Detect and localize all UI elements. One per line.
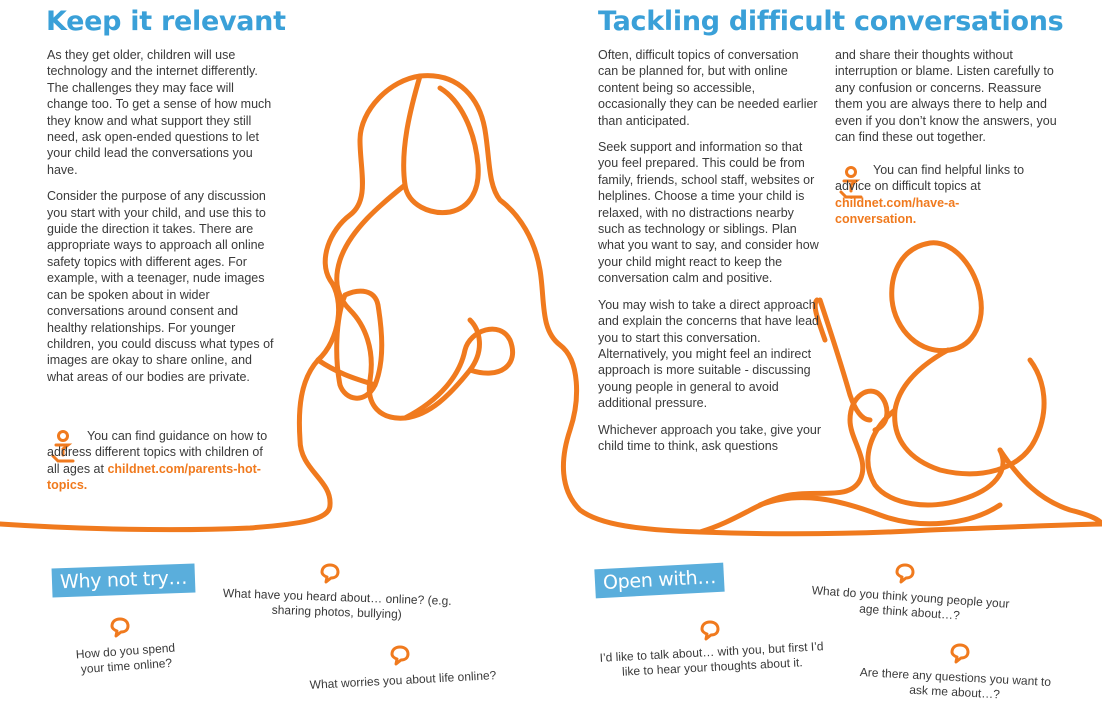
left-paragraph-1: As they get older, children will use technology and the internet differently. The challenges they may face will change too. To get a sense of how much they know and what support they still need, ask open-ended questions to let your child lead the conversations you have. bbox=[47, 48, 272, 177]
right-paragraph-5: and share their thoughts without interruption or blame. Listen carefully to any confusion or concerns. Reassure them you are always there to help and even if you don’t know the answers, you can find these out together. bbox=[835, 48, 1057, 145]
right-paragraph-1: Often, difficult topics of conversation can be planned for, but with online content being so accessible, occasionally they can be needed earlier than anticipated. bbox=[598, 48, 818, 128]
right-paragraph-3: You may wish to take a direct approach and explain the concerns that have lead you to start this conversation. Alternatively, you might feel an indirect approach is more suitable - discussing young people in general to avoid additional pressure. bbox=[598, 297, 819, 411]
why-question-1: How do you spend your time online? bbox=[75, 640, 176, 677]
why-question-3: What worries you about life online? bbox=[309, 668, 497, 692]
left-paragraph-2: Consider the purpose of any discussion you start with your child, and use this to guide the direction it takes. There are appropriate ways to approach all online safety topics with different ages. For example, with a teenager, nude images can be spoken about in wider conversations around consent and healthy relationships. For younger children, you could discuss what types of images are okay to share online, and what areas of our bodies are private. bbox=[47, 189, 274, 384]
left-tip-text: You can find guidance on how to address different topics with children of all ages at bbox=[47, 429, 268, 476]
speech-bubble-icon bbox=[318, 562, 342, 586]
speech-bubble-icon bbox=[948, 642, 972, 666]
speech-bubble-icon bbox=[893, 562, 917, 586]
speech-bubble-icon bbox=[108, 616, 132, 640]
right-tip-text: You can find helpful links to advice on difficult topics at bbox=[835, 163, 1025, 194]
speech-bubble-icon bbox=[388, 644, 412, 668]
page-title-tackling: Tackling difficult conversations bbox=[598, 6, 1064, 37]
left-body bbox=[47, 47, 275, 395]
speech-bubble-icon bbox=[698, 619, 722, 643]
right-tip bbox=[835, 162, 1035, 228]
why-not-try-label: Why not try… bbox=[52, 564, 196, 598]
open-question-1: I’d like to talk about… with you, but first I’d like to hear your thoughts about it. bbox=[599, 639, 824, 679]
right-body-col1 bbox=[598, 47, 822, 464]
why-question-2: What have you heard about… online? (e.g. sharing photos, bullying) bbox=[222, 586, 452, 622]
open-question-2: What do you think young people your age think about…? bbox=[811, 583, 1010, 623]
right-body-col2 bbox=[835, 47, 1060, 155]
right-paragraph-4: Whichever approach you take, give your child time to think, ask questions bbox=[598, 422, 822, 453]
left-tip bbox=[47, 428, 275, 494]
right-paragraph-2: Seek support and information so that you feel prepared. This could be from family, friends, school staff, websites or helplines. Choose a time your child is relaxed, with no distractions nearby such as technology or siblings. Plan what you want to say, and consider how your child might react to keep the conversation calm and positive. bbox=[598, 140, 819, 286]
open-with-label: Open with… bbox=[594, 563, 724, 599]
right-tip-link[interactable]: childnet.com/have-a-conversation. bbox=[835, 195, 960, 227]
page-title-keep-it-relevant: Keep it relevant bbox=[46, 6, 286, 37]
open-question-3: Are there any questions you want to ask me about…? bbox=[859, 665, 1052, 702]
left-tip-link[interactable]: childnet.com/parents-hot-topics. bbox=[47, 461, 261, 493]
